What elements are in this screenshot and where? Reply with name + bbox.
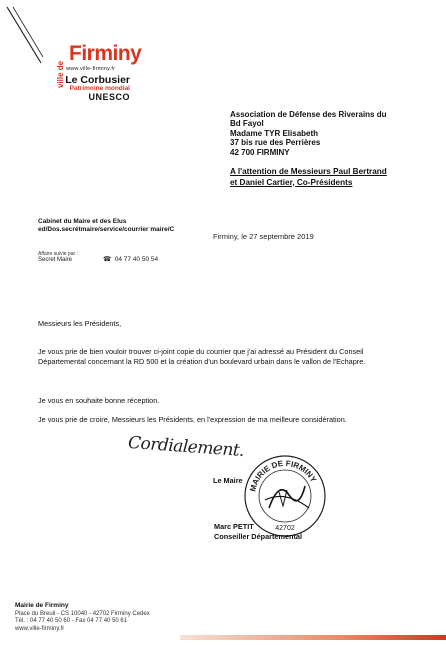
logo-city-name: Firminy — [69, 42, 142, 65]
signatory-name: Marc PETIT — [214, 522, 254, 531]
recipient-line: 42 700 FIRMINY — [230, 147, 290, 157]
body-paragraph-3: Je vous prie de croire, Messieurs les Présidents, en l'expression de ma meilleure considération. — [38, 415, 347, 424]
footer-phone: Tél. : 04 77 40 50 60 - Fax 04 77 40 50 61 — [15, 618, 128, 624]
signatory-title: Conseiller Départemental — [214, 531, 302, 541]
stamp-code: 42702 — [275, 525, 295, 532]
logo-unesco: UNESCO — [88, 91, 130, 102]
logo-corbusier: Le Corbusier — [65, 74, 130, 86]
affaire-value: Secret Maire — [38, 257, 73, 263]
affaire-label: Affaire suivie par : — [38, 251, 78, 257]
phone-number: 04 77 40 50 54 — [114, 256, 159, 263]
footer-color-bar — [180, 635, 446, 640]
recipient-line: Madame TYR Elisabeth — [230, 128, 319, 138]
phone-icon: ☎ — [103, 256, 112, 263]
body-paragraph-2: Je vous en souhaite bonne réception. — [38, 396, 160, 405]
footer-address: Place du Breuil - CS 10040 - 42702 Firminy Cedex — [15, 610, 150, 617]
recipient-address — [230, 110, 430, 157]
signature-scribble — [279, 490, 287, 506]
attention-text: A l'attention de Messieurs Paul Bertrand — [230, 167, 387, 176]
recipient-line: Association de Défense des Riverains du — [230, 110, 387, 119]
logo-ville-de: ville de — [56, 60, 65, 88]
footer-web: www.ville-firminy.fr — [15, 625, 65, 632]
body-paragraph-1: Je vous prie de bien vouloir trouver ci-joint copie du courrier que j'ai adressé au Président du Conseil Départemental concernant la RD 500 et la création d'un boulevard urbain dans le vallon de l'Echapre. — [38, 347, 366, 367]
footer — [15, 602, 150, 633]
handwritten-closing: Cordialement. — [127, 432, 245, 462]
cabinet-label: Cabinet du Maire et des Elus — [38, 218, 127, 225]
le-maire-label: Le Maire — [213, 476, 243, 485]
city-logo — [14, 22, 142, 132]
signatory-block — [214, 522, 302, 541]
sender-phone — [103, 255, 158, 263]
attention-line — [230, 167, 435, 188]
salutation: Messieurs les Présidents, — [38, 319, 122, 328]
recipient-line: 37 bis rue des Perrières — [230, 138, 321, 148]
footer-title: Mairie de Firminy — [15, 602, 69, 609]
stamp-text: MAIRIE DE FIRMINY — [248, 458, 319, 493]
letter-date: Firminy, le 27 septembre 2019 — [213, 232, 314, 241]
attention-text: et Daniel Cartier, Co-Présidents — [230, 177, 353, 187]
reference-code: ed/Dos.secrétmaire/service/courrier maire/C — [38, 226, 175, 233]
logo-patrimoine: Patrimoine mondial — [69, 85, 130, 93]
recipient-line: Bd Fayol — [230, 119, 264, 129]
logo-heritage — [64, 75, 130, 102]
logo-url: www.ville-firminy.fr — [66, 66, 116, 72]
sender-reference — [38, 218, 174, 234]
